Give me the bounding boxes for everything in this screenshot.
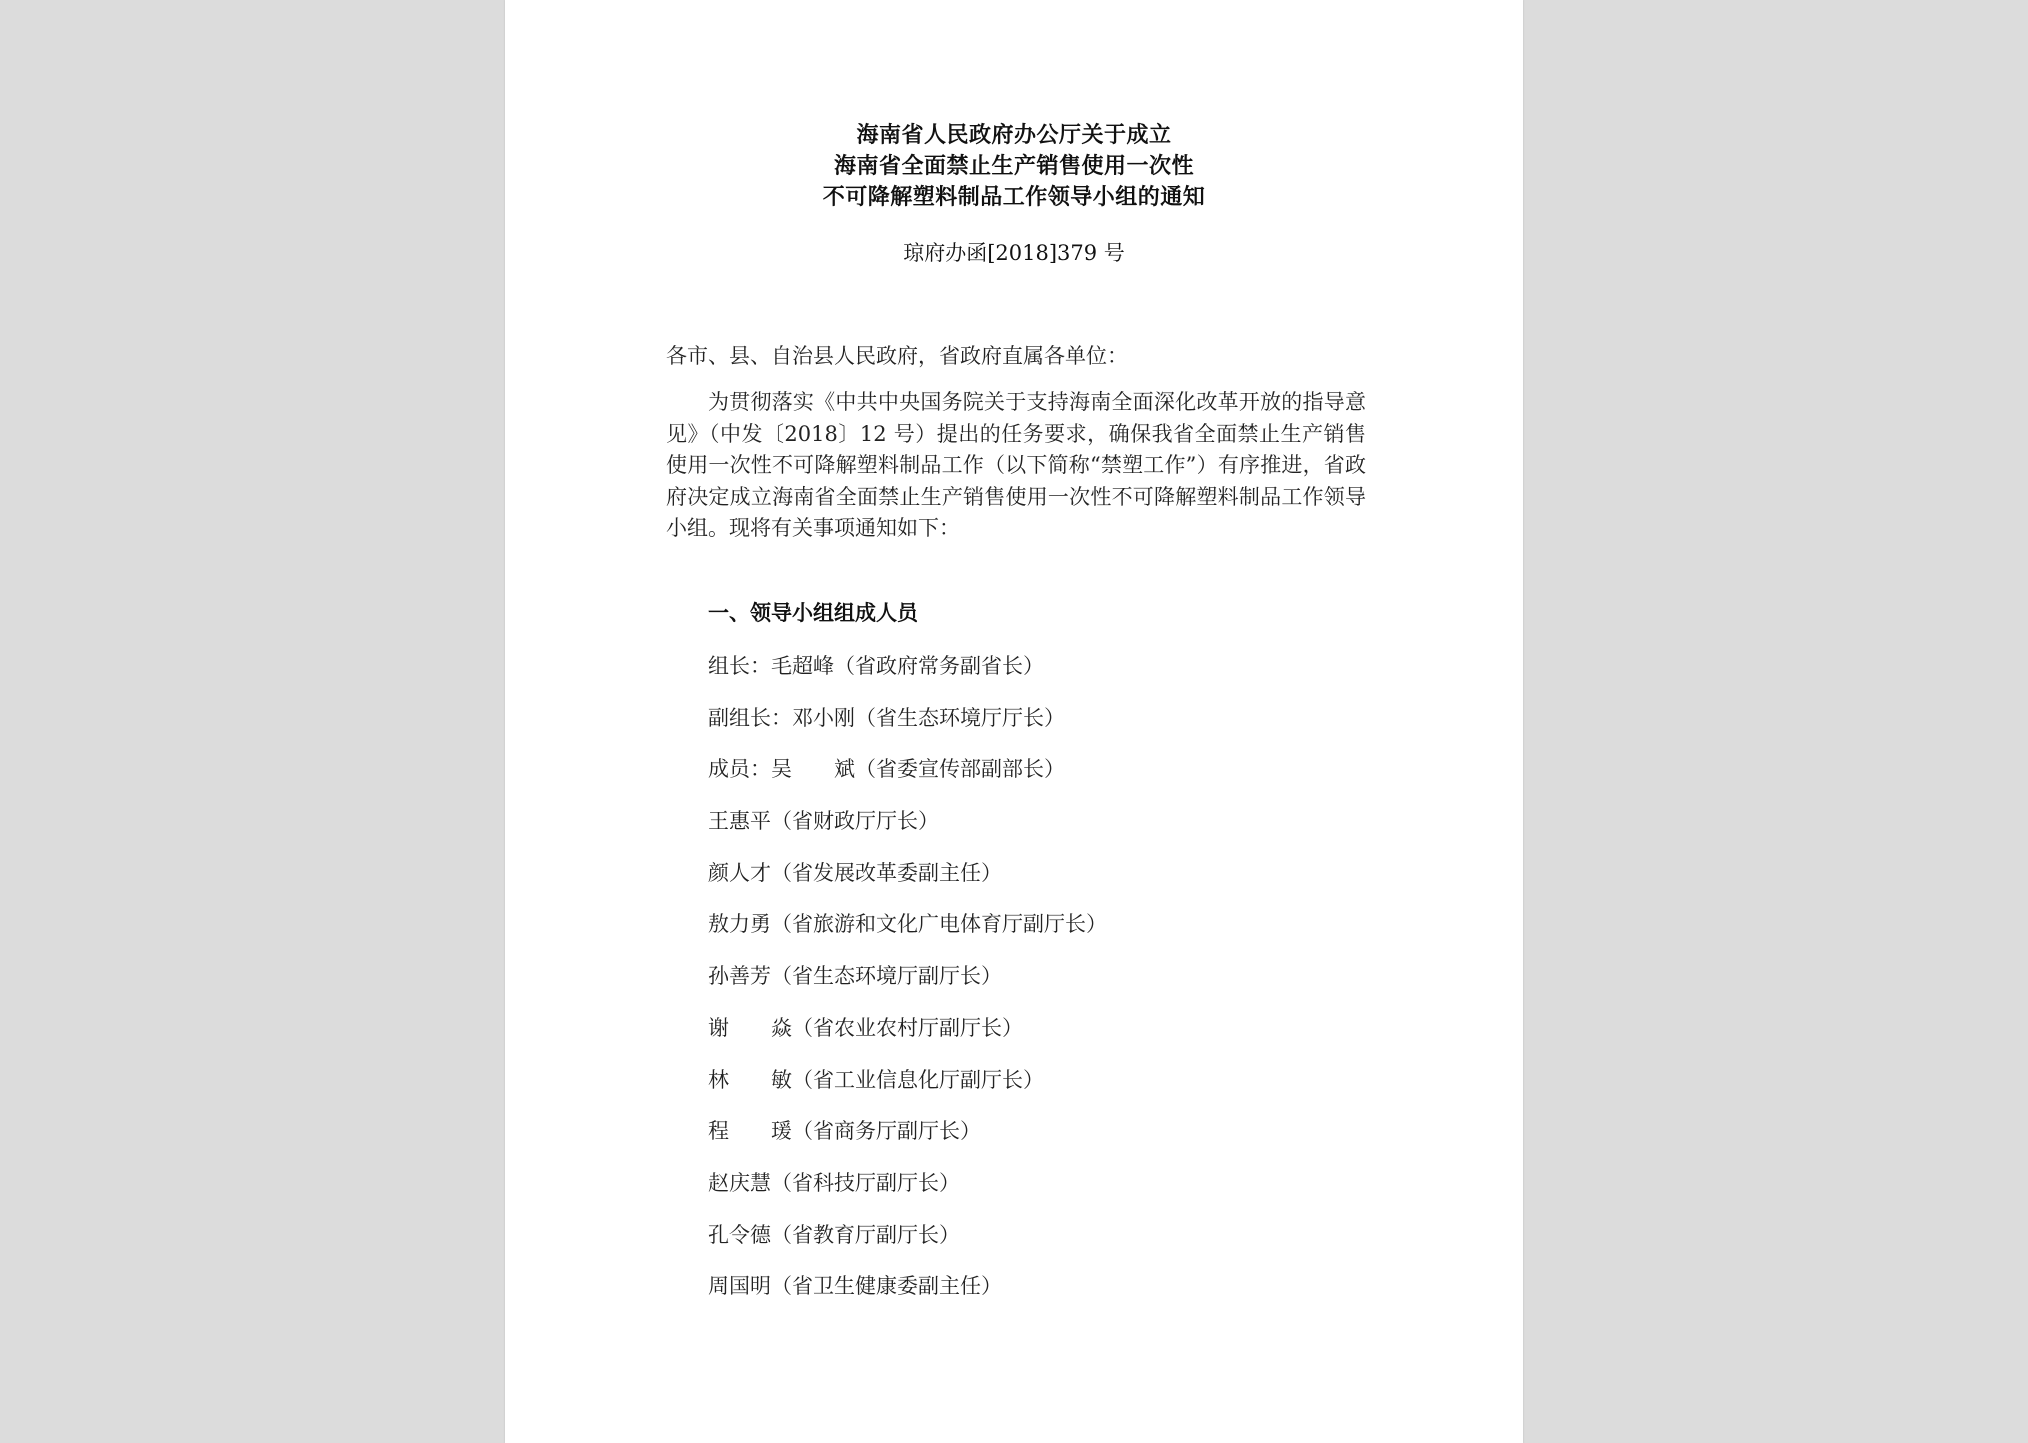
- member-item: 赵庆慧（省科技厅副厅长）: [708, 1170, 960, 1195]
- document-title: [505, 120, 1523, 213]
- member-item: 谢 焱（省农业农村厅副厅长）: [708, 1015, 1023, 1040]
- member-item: 林 敏（省工业信息化厅副厅长）: [708, 1067, 1044, 1092]
- member-item: 敖力勇（省旅游和文化广电体育厅副厅长）: [708, 912, 1107, 937]
- member-item: 颜人才（省发展改革委副主任）: [708, 860, 1002, 885]
- title-line-2: 海南省全面禁止生产销售使用一次性: [833, 153, 1194, 179]
- page-content: [505, 0, 1523, 1443]
- member-item: 孔令德（省教育厅副厅长）: [708, 1222, 960, 1247]
- member-list: [708, 650, 1368, 1322]
- title-line-1: 海南省人民政府办公厅关于成立: [856, 122, 1172, 148]
- section-heading: 一、领导小组组成人员: [708, 600, 918, 625]
- document-number: 琼府办函[2018]379 号: [903, 241, 1125, 265]
- member-item: 孙善芳（省生态环境厅副厅长）: [708, 964, 1002, 989]
- intro-paragraph: 为贯彻落实《中共中央国务院关于支持海南全面深化改革开放的指导意见》（中发〔2018〕12 号）提出的任务要求，确保我省全面禁止生产销售使用一次性不可降解塑料制品工作（以下简称“禁塑工作”）有序推进，省政府决定成立海南省全面禁止生产销售使用一次性不可降解塑料制品工作领导小组。现将有关事项通知如下：: [666, 390, 1366, 540]
- document-page: [505, 0, 1523, 1443]
- member-item: 王惠平（省财政厅厅长）: [708, 809, 939, 834]
- member-item: 成员：吴 斌（省委宣传部副部长）: [708, 757, 1065, 782]
- member-leader: 组长：毛超峰（省政府常务副省长）: [708, 654, 1044, 678]
- salutation: 各市、县、自治县人民政府，省政府直属各单位：: [666, 344, 1128, 368]
- title-line-3: 不可降解塑料制品工作领导小组的通知: [822, 184, 1206, 210]
- member-deputy-leader: 副组长：邓小刚（省生态环境厅厅长）: [708, 705, 1065, 730]
- member-item: 程 瑗（省商务厅副厅长）: [708, 1119, 981, 1144]
- member-item: 周国明（省卫生健康委副主任）: [708, 1274, 1002, 1299]
